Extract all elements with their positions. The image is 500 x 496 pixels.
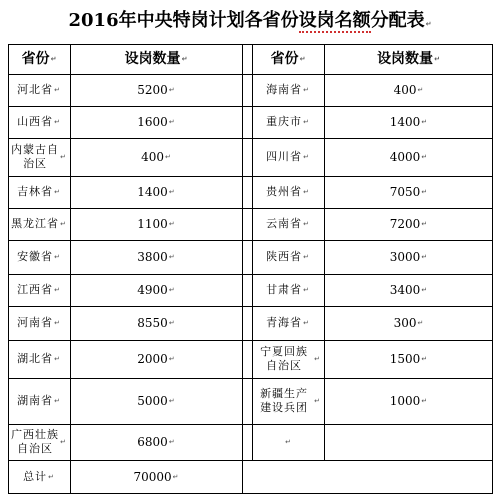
quota-cell <box>70 240 242 274</box>
quota-cell <box>324 274 493 306</box>
paragraph-mark: ↵ <box>60 220 67 228</box>
quota-cell <box>70 340 242 378</box>
quota-cell-text: 1400 <box>137 185 168 199</box>
quota-cell <box>324 106 493 138</box>
province-cell <box>252 74 324 106</box>
province-cell <box>8 378 70 424</box>
paragraph-mark: ↵ <box>168 319 175 327</box>
quota-cell <box>70 424 242 460</box>
paragraph-mark: ↵ <box>54 319 61 327</box>
province-cell <box>252 306 324 340</box>
column-divider <box>242 44 243 494</box>
province-cell-text: 海南省 <box>266 83 303 96</box>
header-cell <box>8 44 70 74</box>
paragraph-mark: ↵ <box>168 286 175 294</box>
paragraph-mark: ↵ <box>421 397 428 405</box>
province-cell <box>252 138 324 176</box>
paragraph-mark: ↵ <box>54 188 61 196</box>
paragraph-mark: ↵ <box>60 438 67 446</box>
province-cell <box>8 138 70 176</box>
province-cell-text: 江西省 <box>17 283 54 296</box>
paragraph-mark: ↵ <box>314 355 321 363</box>
province-cell <box>252 106 324 138</box>
province-cell-text: 青海省 <box>266 316 303 329</box>
paragraph-mark: ↵ <box>54 397 61 405</box>
paragraph-mark: ↵ <box>168 253 175 261</box>
quota-cell-text: 5000 <box>137 394 168 408</box>
paragraph-mark: ↵ <box>421 118 428 126</box>
paragraph-mark: ↵ <box>54 86 61 94</box>
quota-cell-text: 5200 <box>137 83 168 97</box>
quota-cell-text: 4000 <box>389 150 421 164</box>
province-cell-text: 湖北省 <box>17 352 54 365</box>
province-cell <box>8 208 70 240</box>
province-cell <box>8 240 70 274</box>
quota-cell-text: 3000 <box>389 250 421 264</box>
paragraph-mark: ↵ <box>168 438 175 446</box>
paragraph-mark: ↵ <box>54 355 61 363</box>
quota-cell-text: 1600 <box>137 115 168 129</box>
paragraph-mark: ↵ <box>417 319 424 327</box>
province-cell-text: 山西省 <box>17 115 54 128</box>
paragraph-mark: ↵ <box>54 286 61 294</box>
province-cell-text: 贵州省 <box>266 185 303 198</box>
paragraph-mark: ↵ <box>168 118 175 126</box>
paragraph-mark: ↵ <box>425 20 432 28</box>
quota-cell <box>70 274 242 306</box>
province-cell <box>252 176 324 208</box>
province-cell <box>252 274 324 306</box>
province-cell-text: 河北省 <box>17 83 54 96</box>
province-cell-text: 内蒙古自治区 <box>11 143 60 170</box>
province-cell <box>252 240 324 274</box>
header-cell <box>324 44 493 74</box>
header-cell <box>252 44 324 74</box>
quota-cell-text: 1500 <box>389 352 421 366</box>
title-text-end: 分配表 <box>370 10 425 31</box>
paragraph-mark: ↵ <box>303 253 310 261</box>
paragraph-mark: ↵ <box>421 153 428 161</box>
quota-cell-text: 400 <box>141 150 165 164</box>
province-cell-text: 新疆生产建设兵团 <box>260 387 309 414</box>
paragraph-mark: ↵ <box>303 286 310 294</box>
paragraph-mark: ↵ <box>303 319 310 327</box>
paragraph-mark: ↵ <box>303 220 310 228</box>
quota-cell-text: 1000 <box>389 394 421 408</box>
header-cell <box>70 44 242 74</box>
province-cell-text: 吉林省 <box>17 185 54 198</box>
header-cell-text: 省份 <box>270 51 299 67</box>
total-value <box>70 460 242 494</box>
province-cell-text: 重庆市 <box>266 115 303 128</box>
paragraph-mark: ↵ <box>50 55 57 63</box>
quota-cell-text: 6800 <box>137 435 168 449</box>
quota-cell <box>324 208 493 240</box>
paragraph-mark: ↵ <box>421 220 428 228</box>
paragraph-mark: ↵ <box>168 86 175 94</box>
quota-cell-text: 2000 <box>137 352 168 366</box>
quota-table <box>8 44 493 490</box>
quota-cell <box>70 306 242 340</box>
paragraph-mark: ↵ <box>421 253 428 261</box>
province-cell-text: 安徽省 <box>17 250 54 263</box>
quota-cell <box>70 106 242 138</box>
province-cell-text: 宁夏回族自治区 <box>260 345 309 372</box>
quota-cell <box>324 74 493 106</box>
paragraph-mark: ↵ <box>54 118 61 126</box>
paragraph-mark: ↵ <box>168 355 175 363</box>
province-cell-text: 黑龙江省 <box>11 217 60 230</box>
quota-cell <box>324 306 493 340</box>
paragraph-mark: ↵ <box>48 473 55 481</box>
paragraph-mark: ↵ <box>421 355 428 363</box>
title-year: 2016 <box>68 10 119 31</box>
province-cell <box>8 306 70 340</box>
title-highlight: 设岗名额 <box>298 10 371 31</box>
paragraph-mark: ↵ <box>421 188 428 196</box>
province-cell <box>8 274 70 306</box>
paragraph-mark: ↵ <box>60 153 67 161</box>
quota-cell-text: 4900 <box>137 283 168 297</box>
province-cell-text: 四川省 <box>266 150 303 163</box>
quota-cell-text: 300 <box>393 316 417 330</box>
header-cell-text: 省份 <box>21 51 50 67</box>
total-label <box>8 460 70 494</box>
paragraph-mark: ↵ <box>54 253 61 261</box>
paragraph-mark: ↵ <box>181 55 188 63</box>
paragraph-mark: ↵ <box>168 397 175 405</box>
quota-cell <box>70 378 242 424</box>
paragraph-mark: ↵ <box>417 86 424 94</box>
quota-cell-text: 3800 <box>137 250 168 264</box>
quota-cell-text: 400 <box>393 83 417 97</box>
quota-cell-text: 3400 <box>389 283 421 297</box>
quota-cell <box>324 378 493 424</box>
quota-cell-text: 7200 <box>389 217 421 231</box>
province-cell-text: 广西壮族自治区 <box>11 428 60 455</box>
quota-cell-text: 8550 <box>137 316 168 330</box>
quota-cell <box>70 208 242 240</box>
province-cell <box>8 74 70 106</box>
paragraph-mark: ↵ <box>434 55 440 63</box>
total-value-text: 70000 <box>133 470 172 484</box>
province-cell <box>252 340 324 378</box>
province-cell <box>8 424 70 460</box>
paragraph-mark: ↵ <box>299 55 306 63</box>
quota-cell <box>70 74 242 106</box>
paragraph-mark: ↵ <box>303 188 310 196</box>
total-label-text: 总计 <box>23 470 48 483</box>
quota-cell <box>70 176 242 208</box>
quota-cell <box>324 176 493 208</box>
province-cell-text: 陕西省 <box>266 250 303 263</box>
paragraph-mark: ↵ <box>421 286 428 294</box>
header-cell-text: 设岗数量 <box>377 51 434 67</box>
quota-cell-text: 1400 <box>389 115 421 129</box>
province-cell <box>8 176 70 208</box>
paragraph-mark: ↵ <box>303 118 310 126</box>
header-cell-text: 设岗数量 <box>124 51 181 67</box>
paragraph-mark: ↵ <box>314 397 321 405</box>
paragraph-mark: ↵ <box>168 220 175 228</box>
quota-cell <box>324 138 493 176</box>
province-cell-text: 河南省 <box>17 316 54 329</box>
quota-cell-text: 7050 <box>389 185 421 199</box>
province-cell <box>252 378 324 424</box>
province-cell-text: 甘肃省 <box>266 283 303 296</box>
quota-cell <box>324 424 493 460</box>
paragraph-mark: ↵ <box>303 86 310 94</box>
title-text: 年中央特岗计划各省份 <box>118 10 299 31</box>
quota-cell-text: 1100 <box>137 217 168 231</box>
paragraph-mark: ↵ <box>168 188 175 196</box>
paragraph-mark: ↵ <box>165 153 171 161</box>
province-cell-text: 云南省 <box>266 217 303 230</box>
province-cell <box>252 424 324 460</box>
province-cell <box>8 340 70 378</box>
province-cell <box>252 208 324 240</box>
paragraph-mark: ↵ <box>303 153 310 161</box>
paragraph-mark: ↵ <box>285 438 292 446</box>
paragraph-mark: ↵ <box>172 473 179 481</box>
quota-cell <box>324 240 493 274</box>
table-title <box>0 6 500 36</box>
province-cell <box>8 106 70 138</box>
quota-cell <box>324 340 493 378</box>
province-cell-text: 湖南省 <box>17 394 54 407</box>
quota-cell <box>70 138 242 176</box>
